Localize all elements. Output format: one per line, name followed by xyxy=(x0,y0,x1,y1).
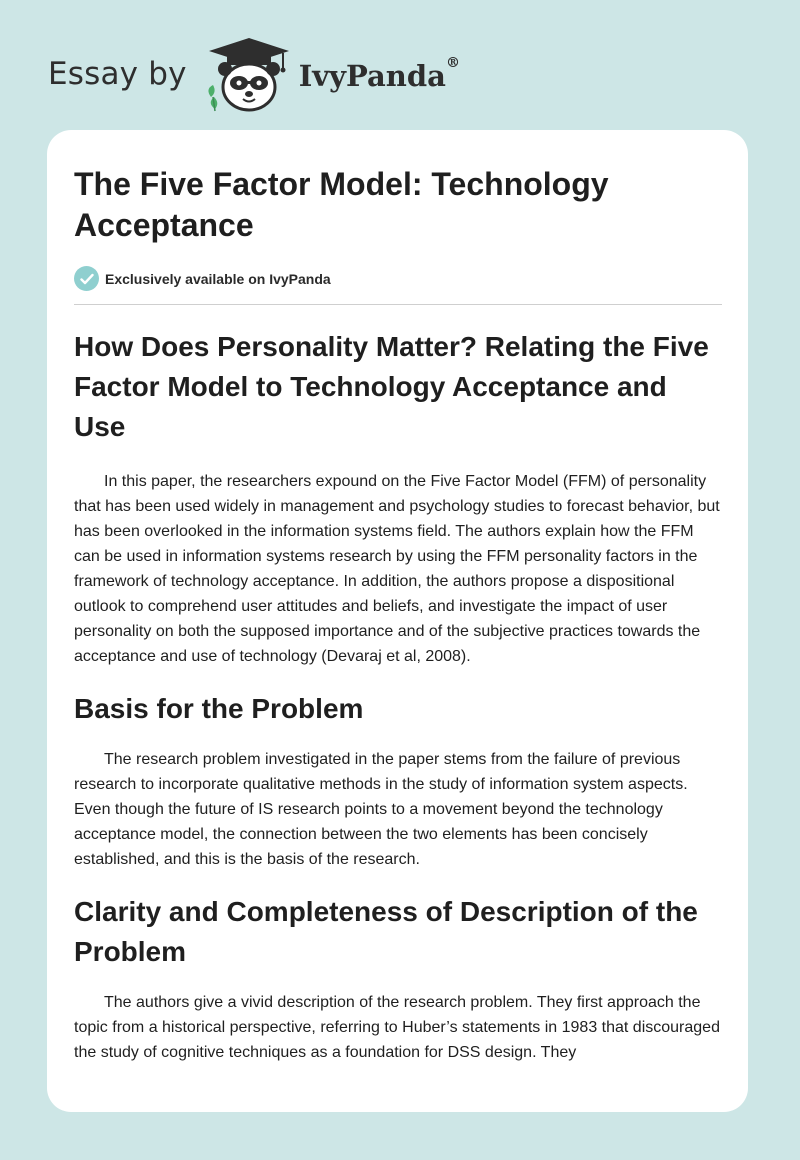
section-paragraph: The authors give a vivid description of the research problem. They first approach the topic from a historical perspective, referring to Huber’s statements in 1983 that discouraged the study of cognitive techniques as a foundation for DSS design. They xyxy=(74,994,720,1061)
section-paragraph: In this paper, the researchers expound on the Five Factor Model (FFM) of personality that has been used widely in management and psychology studies to forecast behavior, but has been overlooked in the information systems field. The authors explain how the FFM can be used in information systems research by using the FFM personality factors in the framework of technology acceptance. In addition, the authors propose a dispositional outlook to comprehend user attitudes and beliefs, and investigate the impact of user personality on both the supposed importance and of the subjective practices towards the acceptance and use of technology (Devaraj et al, 2008). xyxy=(74,473,720,665)
brand-name[interactable] xyxy=(298,55,460,93)
panda-graduate-logo-icon[interactable] xyxy=(203,35,295,113)
brand-name-text: IvyPanda xyxy=(298,59,446,93)
exclusive-label: Exclusively available on IvyPanda xyxy=(105,270,331,287)
exclusive-badge xyxy=(74,266,722,291)
checkmark-icon xyxy=(74,266,99,291)
registered-mark: ® xyxy=(445,55,460,71)
section-heading: Clarity and Completeness of Description of the Problem xyxy=(74,896,698,967)
essay-title: The Five Factor Model: Technology Acceptance xyxy=(74,166,609,243)
essay-by-label: Essay by xyxy=(48,56,187,92)
section-paragraph: The research problem investigated in the paper stems from the failure of previous research to incorporate qualitative methods in the study of information system aspects. Even though the future of IS research points to a movement beyond the technology acceptance model, the connection between the two elements has been concisely established, and this is the basis of the research. xyxy=(74,751,688,868)
section-heading: How Does Personality Matter? Relating the Five Factor Model to Technology Acceptance and Use xyxy=(74,331,709,442)
essay-card xyxy=(47,130,748,1112)
divider xyxy=(74,304,722,305)
section-heading: Basis for the Problem xyxy=(74,693,364,724)
site-header xyxy=(48,34,460,114)
